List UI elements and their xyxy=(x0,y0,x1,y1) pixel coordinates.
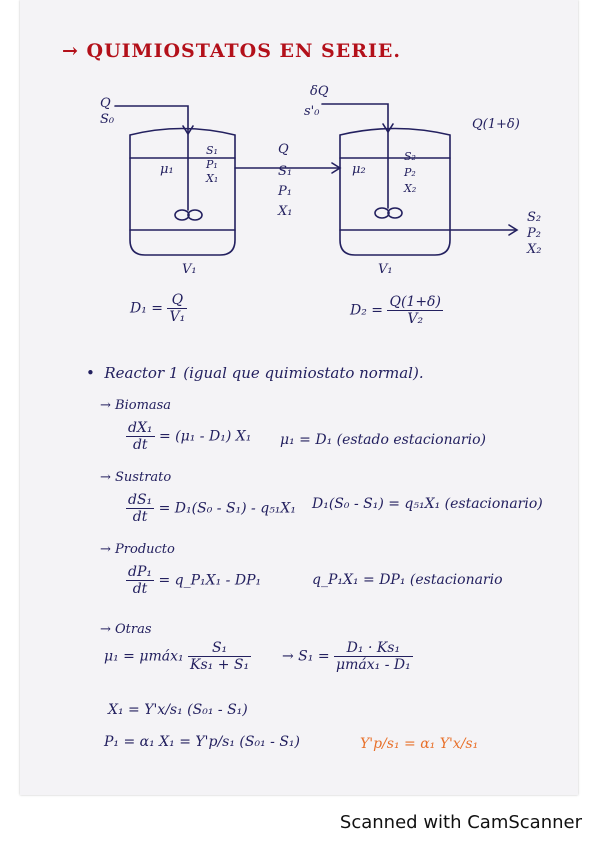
yield-relation-note: Y'p/s₁ = α₁ Y'x/s₁ xyxy=(360,736,479,752)
sustrato-derivative-denominator: dt xyxy=(132,509,148,525)
inlet-2-substrate: s'₀ xyxy=(304,104,320,119)
outlet-substrate: S₂ xyxy=(527,210,542,225)
dilution-rate-2-numerator: Q(1+δ) xyxy=(389,294,441,310)
biomasa-derivative-denominator: dt xyxy=(132,437,148,453)
page-title: → QUIMIOSTATOS EN SERIE. xyxy=(62,40,402,62)
producto-derivative-denominator: dt xyxy=(132,581,148,597)
producto-label: → Producto xyxy=(100,542,175,557)
biomass-yield-equation: X₁ = Y'x/s₁ (S₀₁ - S₁) xyxy=(108,702,248,718)
reactor-heading-text: Reactor 1 (igual que quimiostato normal). xyxy=(104,364,424,382)
substrate-steady-fraction xyxy=(334,640,413,673)
inlet-1-substrate: S₀ xyxy=(100,112,115,127)
monod-denominator: Ks₁ + S₁ xyxy=(190,657,250,673)
link-product: P₁ xyxy=(278,184,292,199)
dilution-rate-1-denominator: V₁ xyxy=(169,309,186,325)
reactor-1-biomass: X₁ xyxy=(206,172,219,185)
reactor-1-volume: V₁ xyxy=(182,262,197,277)
dilution-rate-2-denominator: V₂ xyxy=(407,311,424,327)
reactor-1-product: P₁ xyxy=(206,158,218,171)
reactor-1-growth-rate: μ₁ xyxy=(160,162,174,177)
reactor-2-volume: V₁ xyxy=(378,262,393,277)
outlet-product: P₂ xyxy=(527,226,541,241)
producto-derivative-numerator: dP₁ xyxy=(128,564,152,580)
dilution-rate-2-fraction xyxy=(387,294,442,327)
reactor-1-vessel xyxy=(130,129,235,256)
dilution-rate-1-numerator: Q xyxy=(167,292,187,309)
dilution-rate-2 xyxy=(350,294,443,327)
scanner-watermark: Scanned with CamScanner xyxy=(339,812,582,833)
dilution-rate-1 xyxy=(130,292,187,325)
sustrato-note: D₁(S₀ - S₁) = q₅₁X₁ (estacionario) xyxy=(312,496,543,512)
substrate-steady-numerator: D₁ · Ks₁ xyxy=(334,640,413,657)
reactor-2-substrate: S₂ xyxy=(404,150,416,163)
biomasa-rhs: = (μ₁ - D₁) X₁ xyxy=(159,428,252,445)
sustrato-label: → Sustrato xyxy=(100,470,172,485)
inlet-2-flow: δQ xyxy=(310,84,329,99)
biomasa-equation xyxy=(126,420,251,453)
otras-label: → Otras xyxy=(100,622,152,637)
producto-equation xyxy=(126,564,261,597)
reactor-heading xyxy=(86,364,424,382)
reactor-2-vessel xyxy=(340,129,450,256)
link-biomass: X₁ xyxy=(278,204,293,219)
product-yield-equation: P₁ = α₁ X₁ = Y'p/s₁ (S₀₁ - S₁) xyxy=(104,734,300,750)
monod-lhs: μ₁ = μmáx₁ xyxy=(104,648,184,665)
biomasa-derivative-numerator: dX₁ xyxy=(128,420,153,436)
inlet-1-flow: Q xyxy=(100,96,111,111)
substrate-steady-denominator: μmáx₁ - D₁ xyxy=(336,657,411,673)
reactor-2-biomass: X₂ xyxy=(404,182,417,195)
biomasa-derivative xyxy=(126,420,155,453)
sustrato-derivative xyxy=(126,492,154,525)
reactor-1-substrate: S₁ xyxy=(206,144,218,157)
reactor-2-growth-rate: μ₂ xyxy=(352,162,366,177)
link-substrate: S₁ xyxy=(278,164,293,179)
total-flow: Q(1+δ) xyxy=(472,117,520,132)
sustrato-derivative-numerator: dS₁ xyxy=(128,492,153,508)
producto-derivative xyxy=(126,564,154,597)
biomasa-label: → Biomasa xyxy=(100,398,172,413)
dilution-rate-2-lhs: D₂ = xyxy=(350,302,384,319)
dilution-rate-1-lhs: D₁ = xyxy=(130,300,164,317)
outlet-biomass: X₂ xyxy=(527,242,542,257)
monod-equation xyxy=(104,640,251,673)
dilution-rate-1-fraction xyxy=(167,292,187,325)
substrate-steady-lhs: → S₁ = xyxy=(282,648,330,665)
bullet: • xyxy=(86,364,105,382)
substrate-steady-equation xyxy=(282,640,413,673)
scanned-page xyxy=(20,0,578,795)
producto-note: q_P₁X₁ = DP₁ (estacionario xyxy=(312,572,503,588)
monod-numerator: S₁ xyxy=(188,640,251,657)
link-flow: Q xyxy=(278,142,289,157)
sustrato-equation xyxy=(126,492,296,525)
biomasa-note: μ₁ = D₁ (estado estacionario) xyxy=(280,432,486,448)
producto-rhs: = q_P₁X₁ - DP₁ xyxy=(158,572,262,589)
reactor-2-product: P₂ xyxy=(404,166,416,179)
sustrato-rhs: = D₁(S₀ - S₁) - q₅₁X₁ xyxy=(158,500,296,517)
monod-fraction xyxy=(188,640,251,673)
